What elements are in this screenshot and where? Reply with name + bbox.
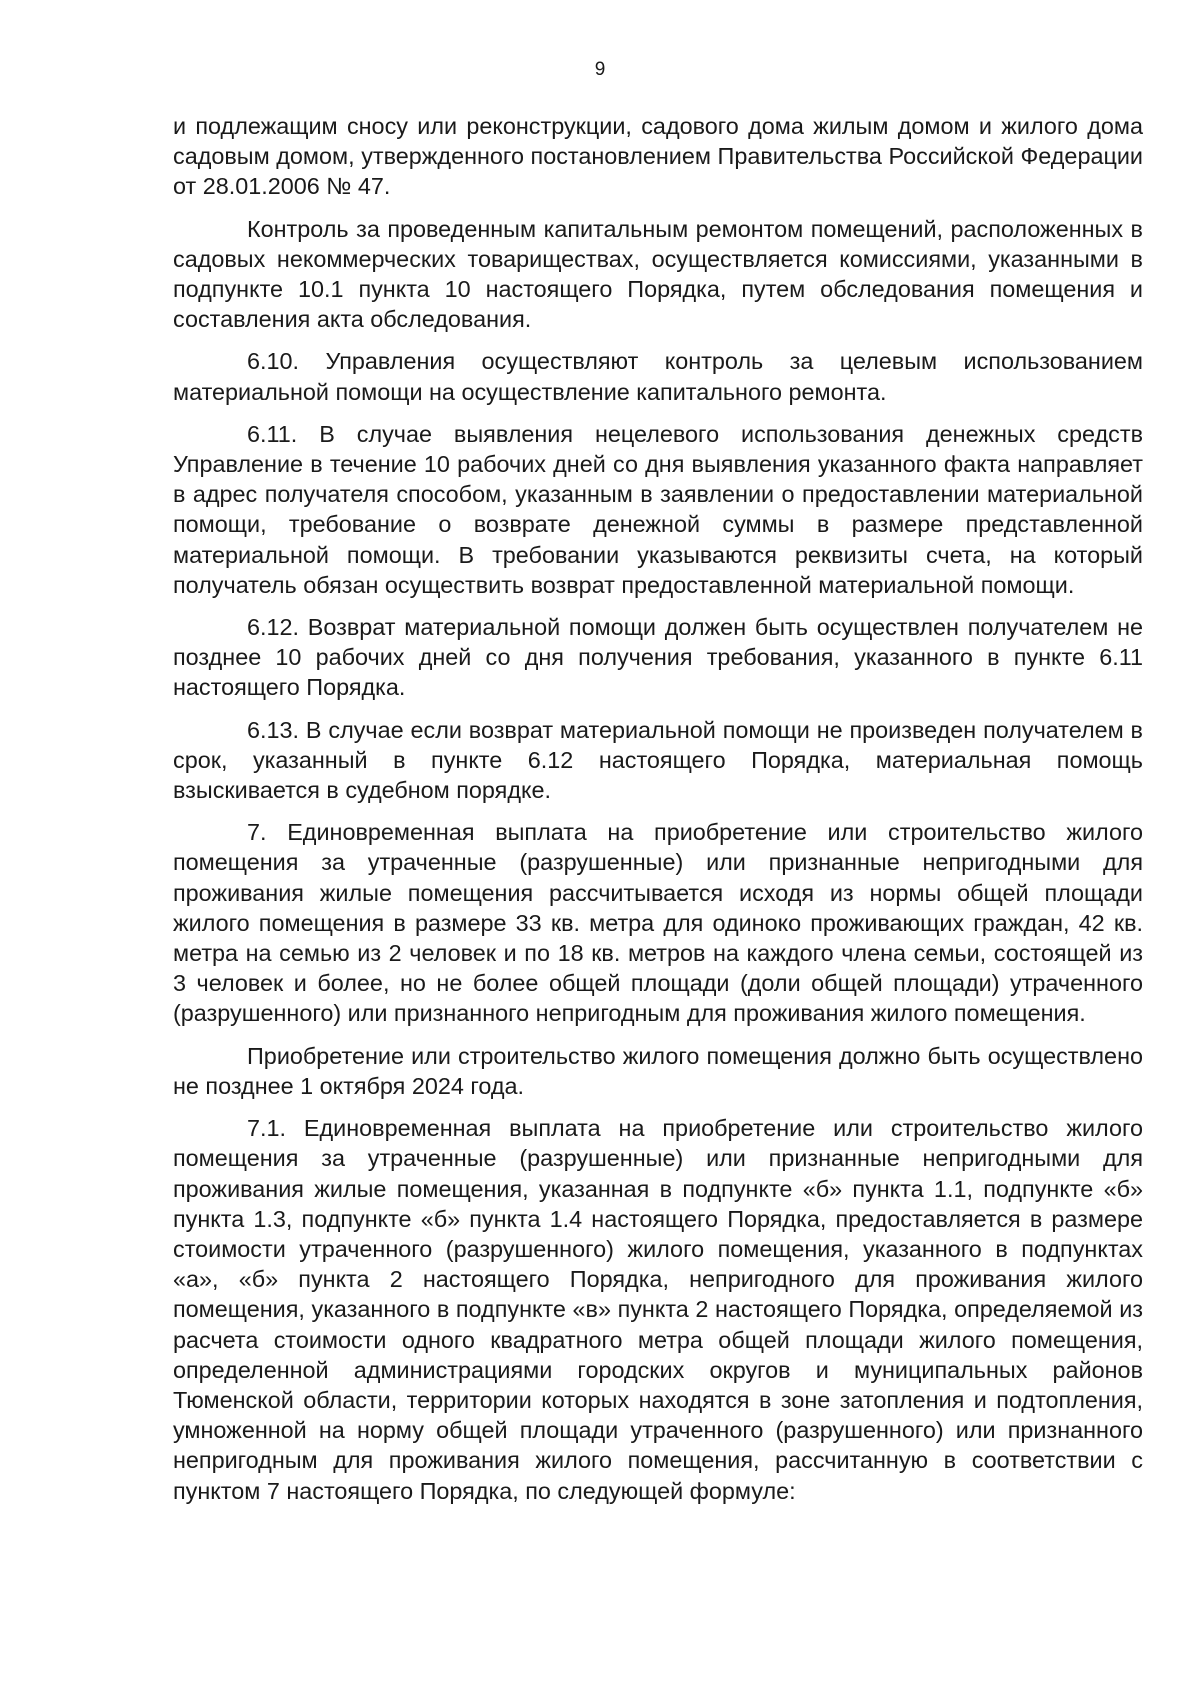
page-number: 9 [594, 59, 606, 80]
paragraph-7-1: 7.1. Единовременная выплата на приобретение или строительство жилого помещения за утраченные (разрушенные) или признанные непригодными для проживания жилые помещения, указанная в подпункте «б» пункта 1.1, подпункте «б» пункта 1.3, подпункте «б» пункта 1.4 настоящего Порядка, предоставляется в размере стоимости утраченного (разрушенного) жилого помещения, указанного в подпунктах «а», «б» пункта 2 настоящего Порядка, непригодного для проживания жилого помещения, указанного в подпункте «в» пункта 2 настоящего Порядка, определяемой из расчета стоимости одного квадратного метра общей площади жилого помещения, определенной администрациями городских округов и муниципальных районов Тюменской области, территории которых находятся в зоне затопления и подтопления, умноженной на норму общей площади утраченного (разрушенного) или признанного непригодным для проживания жилого помещения, рассчитанную в соответствии с пунктом 7 настоящего Порядка, по следующей формуле: [173, 1115, 1143, 1504]
paragraph-control-inspection: Контроль за проведенным капитальным ремонтом помещений, расположенных в садовых некоммерческих товариществах, осуществляется комиссиями, указанными в подпункте 10.1 пункта 10 настоящего Порядка, путем обследования помещения и составления акта обследования. [173, 215, 1143, 333]
document-body [173, 111, 1143, 1506]
paragraph-6-11: 6.11. В случае выявления нецелевого использования денежных средств Управление в течение 10 рабочих дней со дня выявления указанного факта направляет в адрес получателя способом, указанным в заявлении о предоставлении материальной помощи, требование о возврате денежной суммы в размере представленной материальной помощи. В требовании указываются реквизиты счета, на который получатель обязан осуществить возврат предоставленной материальной помощи. [173, 420, 1143, 598]
paragraph-7-deadline: Приобретение или строительство жилого помещения должно быть осуществлено не позднее 1 октября 2024 года. [173, 1042, 1143, 1099]
paragraph-6-10: 6.10. Управления осуществляют контроль за целевым использованием материальной помощи на осуществление капитального ремонта. [173, 348, 1143, 405]
paragraph-7: 7. Единовременная выплата на приобретение или строительство жилого помещения за утраченные (разрушенные) или признанные непригодными для проживания жилые помещения рассчитывается исходя из нормы общей площади жилого помещения в размере 33 кв. метра для одиноко проживающих граждан, 42 кв. метра на семью из 2 человек и по 18 кв. метров на каждого члена семьи, состоящей из 3 человек и более, но не более общей площади (доли общей площади) утраченного (разрушенного) или признанного непригодным для проживания жилого помещения. [173, 819, 1143, 1027]
paragraph-6-13: 6.13. В случае если возврат материальной помощи не произведен получателем в срок, указанный в пункте 6.12 настоящего Порядка, материальная помощь взыскивается в судебном порядке. [173, 716, 1143, 804]
paragraph-continuation: и подлежащим сносу или реконструкции, садового дома жилым домом и жилого дома садовым домом, утвержденного постановлением Правительства Российской Федерации от 28.01.2006 № 47. [173, 113, 1143, 200]
paragraph-6-12: 6.12. Возврат материальной помощи должен быть осуществлен получателем не позднее 10 рабочих дней со дня получения требования, указанного в пункте 6.11 настоящего Порядка. [173, 614, 1143, 701]
